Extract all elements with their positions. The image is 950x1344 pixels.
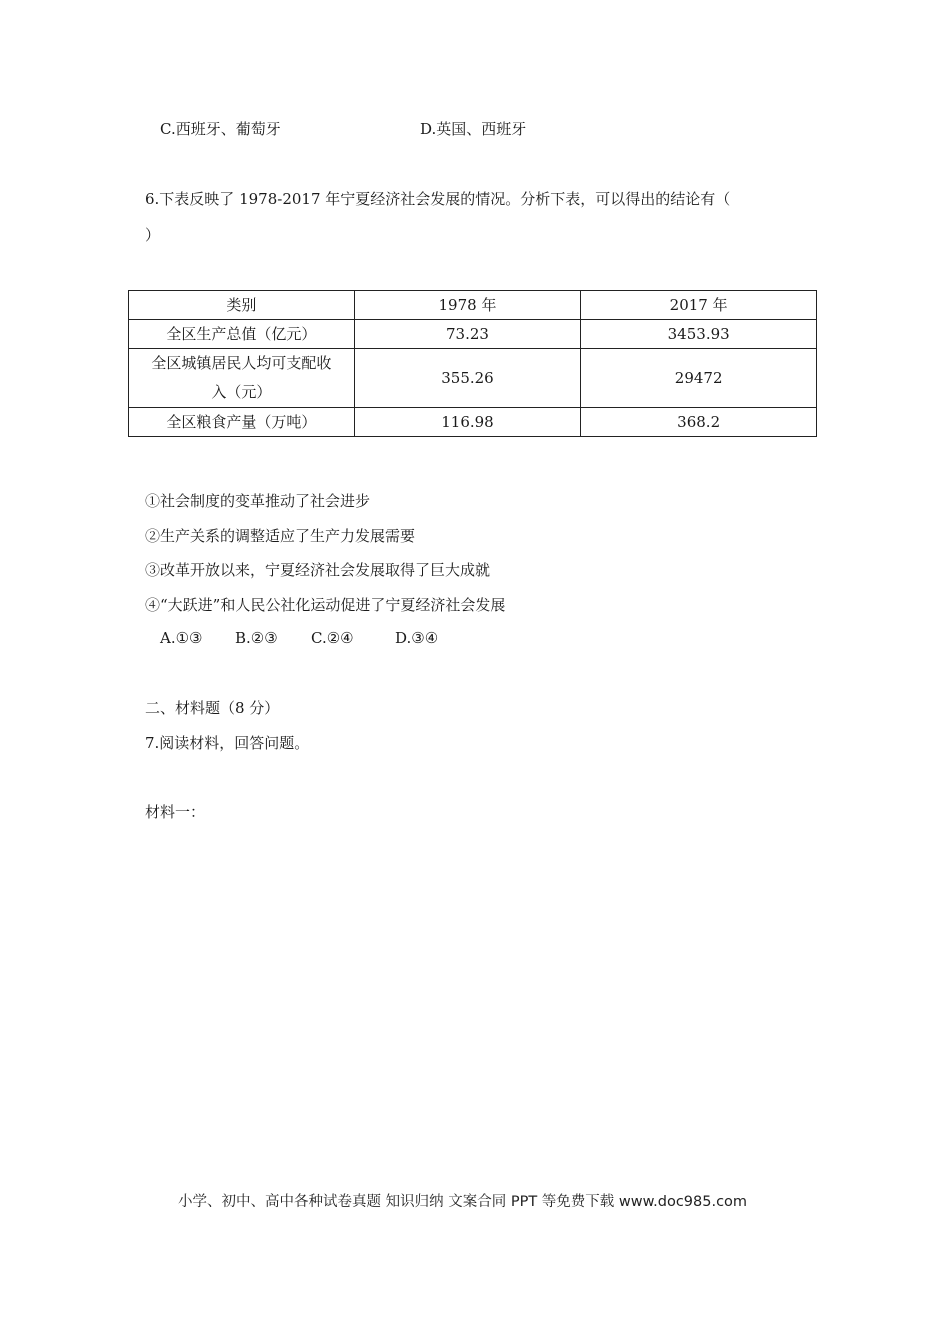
row-label — [129, 349, 355, 408]
answer-a: A.①③ — [160, 629, 203, 647]
value-1978: 355.26 — [354, 349, 581, 408]
value-2017: 3453.93 — [581, 320, 817, 349]
header-2017: 2017 年 — [581, 291, 817, 320]
statement-4: ④“大跃进”和人民公社化运动促进了宁夏经济社会发展 — [145, 596, 506, 614]
page-footer: 小学、初中、高中各种试卷真题 知识归纳 文案合同 PPT 等免费下载 www.doc985.com — [178, 1194, 748, 1210]
question-7-text: 7.阅读材料，回答问题。 — [145, 734, 310, 752]
option-d: D.英国、西班牙 — [420, 120, 527, 138]
answer-b: B.②③ — [235, 629, 278, 647]
statement-1: ①社会制度的变革推动了社会进步 — [145, 492, 371, 510]
answer-d: D.③④ — [395, 629, 439, 647]
data-table — [128, 290, 817, 437]
material-1-label: 材料一： — [145, 803, 206, 821]
value-1978: 116.98 — [354, 408, 581, 437]
section-2-title: 二、材料题（8 分） — [145, 699, 280, 717]
table-row — [129, 349, 817, 408]
row-label: 全区生产总值（亿元） — [129, 320, 355, 349]
row-label-line2: 入（元） — [211, 383, 272, 401]
question-6-text: 6.下表反映了 1978-2017 年宁夏经济社会发展的情况。分析下表，可以得出的结论有（ — [145, 190, 731, 208]
statement-2: ②生产关系的调整适应了生产力发展需要 — [145, 527, 416, 545]
answer-c: C.②④ — [311, 629, 354, 647]
value-1978: 73.23 — [354, 320, 581, 349]
table-row — [129, 408, 817, 437]
value-2017: 368.2 — [581, 408, 817, 437]
header-1978: 1978 年 — [354, 291, 581, 320]
option-c: C.西班牙、葡萄牙 — [160, 120, 281, 138]
row-label-line1: 全区城镇居民人均可支配收 — [151, 354, 332, 372]
row-label: 全区粮食产量（万吨） — [129, 408, 355, 437]
question-6-text-end: ） — [145, 226, 161, 244]
header-category: 类别 — [129, 291, 355, 320]
value-2017: 29472 — [581, 349, 817, 408]
table-header-row — [129, 291, 817, 320]
statement-3: ③改革开放以来，宁夏经济社会发展取得了巨大成就 — [145, 561, 491, 579]
table-row — [129, 320, 817, 349]
